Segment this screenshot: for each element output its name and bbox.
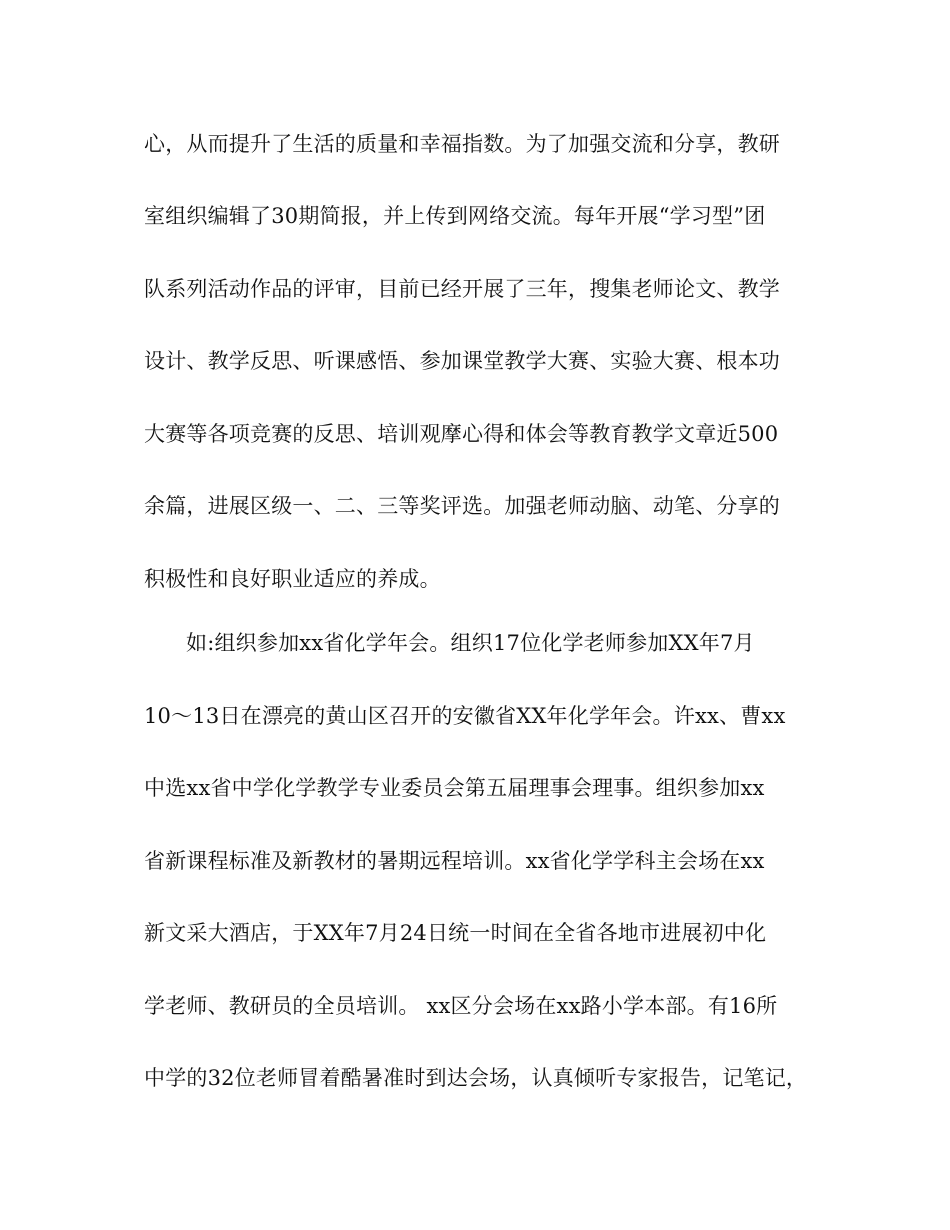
text-line: 学老师、教研员的全员培训。 xx区分会场在xx路小学本部。有16所 [144,994,778,1018]
text-line: 10～13日在漂亮的黄山区召开的安徽省XX年化学年会。许xx、曹xx [144,704,786,728]
text-line: 积极性和良好职业适应的养成。 [144,567,441,591]
text-line: 设计、教学反思、听课感悟、参加课堂教学大赛、实验大赛、根本功 [144,349,780,373]
text-line: 室组织编辑了30期简报，并上传到网络交流。每年开展“学习型”团 [144,204,766,228]
text-line: 中选xx省中学化学教学专业委员会第五届理事会理事。组织参加xx [144,776,765,800]
text-line: 余篇，进展区级一、二、三等奖评选。加强老师动脑、动笔、分享的 [144,494,780,518]
paragraph-start-line: 如:组织参加xx省化学年会。组织17位化学老师参加XX年7月 [186,631,755,655]
text-line: 队系列活动作品的评审，目前已经开展了三年，搜集老师论文、教学 [144,277,780,301]
text-line: 新文采大酒店，于XX年7月24日统一时间在全省各地市进展初中化 [144,921,767,945]
text-line: 心，从而提升了生活的质量和幸福指数。为了加强交流和分享，教研 [144,132,780,156]
text-line: 中学的32位老师冒着酷暑准时到达会场，认真倾听专家报告，记笔记， [144,1066,808,1090]
text-line: 省新课程标准及新教材的暑期远程培训。xx省化学学科主会场在xx [144,849,765,873]
text-line: 大赛等各项竞赛的反思、培训观摩心得和体会等教育教学文章近500 [144,422,779,446]
